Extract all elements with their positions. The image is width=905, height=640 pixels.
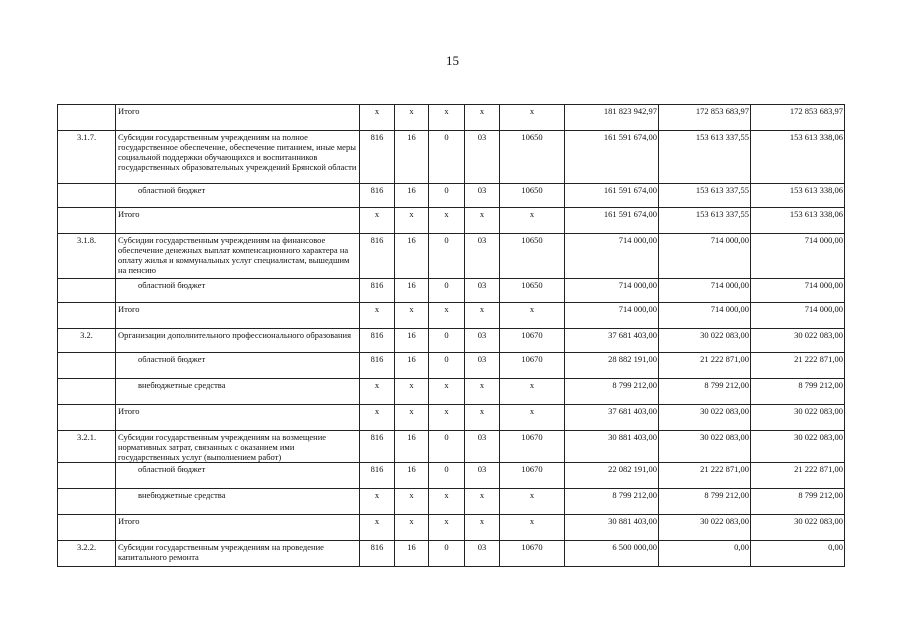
code-cell-subsection: x [429, 208, 465, 234]
table-row [58, 184, 845, 208]
amount-cell-year2: 153 613 337,55 [659, 208, 751, 234]
amount-cell-year2: 714 000,00 [659, 234, 751, 279]
table-row [58, 431, 845, 463]
amount-cell-year3: 714 000,00 [751, 279, 845, 303]
code-cell-target: 10670 [500, 463, 565, 489]
amount-cell-year1: 161 591 674,00 [565, 184, 659, 208]
amount-cell-year3: 153 613 338,06 [751, 184, 845, 208]
amount-cell-year1: 8 799 212,00 [565, 489, 659, 515]
code-cell-grbs: x [360, 208, 395, 234]
amount-cell-year3: 30 022 083,00 [751, 431, 845, 463]
amount-cell-year2: 8 799 212,00 [659, 489, 751, 515]
code-cell-group: 03 [465, 131, 500, 184]
row-number-cell [58, 184, 116, 208]
amount-cell-year2: 30 022 083,00 [659, 431, 751, 463]
row-name-cell: Итого [116, 303, 360, 329]
code-cell-target: x [500, 105, 565, 131]
code-cell-subsection: x [429, 379, 465, 405]
code-cell-target: x [500, 405, 565, 431]
row-number-cell: 3.1.7. [58, 131, 116, 184]
code-cell-grbs: 816 [360, 234, 395, 279]
amount-cell-year1: 37 681 403,00 [565, 329, 659, 353]
code-cell-subsection: 0 [429, 234, 465, 279]
code-cell-group: 03 [465, 184, 500, 208]
code-cell-section: x [395, 105, 429, 131]
row-name-cell: Субсидии государственным учреждениям на полное государственное обеспечение, обеспечение питанием, иные меры социальной поддержки обучающихся и воспитанников государственных образовательных учреждений Брянской области [116, 131, 360, 184]
code-cell-subsection: x [429, 405, 465, 431]
table-row [58, 379, 845, 405]
amount-cell-year1: 181 823 942,97 [565, 105, 659, 131]
code-cell-grbs: x [360, 105, 395, 131]
code-cell-subsection: 0 [429, 131, 465, 184]
table-row [58, 541, 845, 567]
code-cell-section: 16 [395, 431, 429, 463]
code-cell-section: x [395, 405, 429, 431]
amount-cell-year3: 0,00 [751, 541, 845, 567]
amount-cell-year2: 0,00 [659, 541, 751, 567]
amount-cell-year3: 714 000,00 [751, 303, 845, 329]
amount-cell-year1: 714 000,00 [565, 234, 659, 279]
amount-cell-year2: 30 022 083,00 [659, 515, 751, 541]
code-cell-section: 16 [395, 329, 429, 353]
code-cell-section: 16 [395, 234, 429, 279]
code-cell-grbs: 816 [360, 184, 395, 208]
amount-cell-year1: 37 681 403,00 [565, 405, 659, 431]
code-cell-subsection: 0 [429, 463, 465, 489]
row-number-cell: 3.2.1. [58, 431, 116, 463]
amount-cell-year3: 172 853 683,97 [751, 105, 845, 131]
amount-cell-year2: 21 222 871,00 [659, 353, 751, 379]
table-row [58, 279, 845, 303]
code-cell-target: x [500, 515, 565, 541]
amount-cell-year3: 30 022 083,00 [751, 405, 845, 431]
code-cell-subsection: 0 [429, 329, 465, 353]
row-name-cell: Организации дополнительного профессионального образования [116, 329, 360, 353]
row-number-cell [58, 279, 116, 303]
row-number-cell: 3.2. [58, 329, 116, 353]
amount-cell-year1: 161 591 674,00 [565, 208, 659, 234]
code-cell-section: x [395, 515, 429, 541]
row-name-cell: Субсидии государственным учреждениям на возмещение нормативных затрат, связанных с оказанием ими государственных услуг (выполнением работ) [116, 431, 360, 463]
row-number-cell: 3.2.2. [58, 541, 116, 567]
row-name-cell: Итого [116, 515, 360, 541]
code-cell-grbs: x [360, 379, 395, 405]
code-cell-group: x [465, 105, 500, 131]
row-number-cell [58, 515, 116, 541]
amount-cell-year3: 30 022 083,00 [751, 515, 845, 541]
amount-cell-year2: 153 613 337,55 [659, 131, 751, 184]
code-cell-grbs: 816 [360, 329, 395, 353]
amount-cell-year1: 8 799 212,00 [565, 379, 659, 405]
amount-cell-year1: 714 000,00 [565, 279, 659, 303]
amount-cell-year3: 21 222 871,00 [751, 463, 845, 489]
row-name-cell: внебюджетные средства [116, 489, 360, 515]
row-name-cell: областной бюджет [116, 353, 360, 379]
amount-cell-year3: 8 799 212,00 [751, 489, 845, 515]
row-name-cell: внебюджетные средства [116, 379, 360, 405]
table-row [58, 208, 845, 234]
code-cell-grbs: 816 [360, 541, 395, 567]
code-cell-subsection: x [429, 105, 465, 131]
row-number-cell [58, 405, 116, 431]
code-cell-grbs: 816 [360, 279, 395, 303]
table-row [58, 515, 845, 541]
code-cell-target: x [500, 303, 565, 329]
row-number-cell [58, 208, 116, 234]
row-name-cell: Итого [116, 208, 360, 234]
code-cell-subsection: 0 [429, 279, 465, 303]
row-number-cell [58, 353, 116, 379]
amount-cell-year2: 714 000,00 [659, 279, 751, 303]
table-row [58, 234, 845, 279]
code-cell-group: 03 [465, 463, 500, 489]
table-row [58, 405, 845, 431]
code-cell-group: 03 [465, 329, 500, 353]
row-name-cell: Итого [116, 405, 360, 431]
code-cell-group: x [465, 515, 500, 541]
row-number-cell [58, 463, 116, 489]
code-cell-subsection: 0 [429, 541, 465, 567]
amount-cell-year1: 714 000,00 [565, 303, 659, 329]
page-number: 15 [446, 53, 459, 68]
code-cell-grbs: x [360, 489, 395, 515]
amount-cell-year2: 30 022 083,00 [659, 405, 751, 431]
code-cell-section: 16 [395, 184, 429, 208]
code-cell-target: 10650 [500, 184, 565, 208]
amount-cell-year1: 28 882 191,00 [565, 353, 659, 379]
row-name-cell: Субсидии государственным учреждениям на проведение капитального ремонта [116, 541, 360, 567]
row-number-cell [58, 379, 116, 405]
code-cell-section: x [395, 208, 429, 234]
row-name-cell: областной бюджет [116, 184, 360, 208]
code-cell-group: 03 [465, 431, 500, 463]
code-cell-section: 16 [395, 353, 429, 379]
amount-cell-year1: 30 881 403,00 [565, 515, 659, 541]
code-cell-target: x [500, 379, 565, 405]
amount-cell-year1: 6 500 000,00 [565, 541, 659, 567]
code-cell-group: 03 [465, 353, 500, 379]
row-number-cell: 3.1.8. [58, 234, 116, 279]
amount-cell-year3: 153 613 338,06 [751, 208, 845, 234]
row-name-cell: Итого [116, 105, 360, 131]
code-cell-group: x [465, 405, 500, 431]
code-cell-section: 16 [395, 463, 429, 489]
amount-cell-year2: 172 853 683,97 [659, 105, 751, 131]
amount-cell-year3: 21 222 871,00 [751, 353, 845, 379]
amount-cell-year1: 161 591 674,00 [565, 131, 659, 184]
code-cell-target: 10650 [500, 234, 565, 279]
code-cell-target: x [500, 489, 565, 515]
amount-cell-year2: 30 022 083,00 [659, 329, 751, 353]
code-cell-group: x [465, 379, 500, 405]
code-cell-grbs: 816 [360, 463, 395, 489]
code-cell-target: 10670 [500, 329, 565, 353]
code-cell-target: 10670 [500, 541, 565, 567]
code-cell-grbs: x [360, 405, 395, 431]
code-cell-target: 10670 [500, 353, 565, 379]
code-cell-section: 16 [395, 279, 429, 303]
amount-cell-year3: 8 799 212,00 [751, 379, 845, 405]
code-cell-section: 16 [395, 131, 429, 184]
code-cell-subsection: 0 [429, 353, 465, 379]
code-cell-group: x [465, 208, 500, 234]
code-cell-section: x [395, 489, 429, 515]
code-cell-subsection: x [429, 489, 465, 515]
code-cell-group: 03 [465, 234, 500, 279]
code-cell-grbs: x [360, 303, 395, 329]
code-cell-grbs: x [360, 515, 395, 541]
code-cell-grbs: 816 [360, 353, 395, 379]
amount-cell-year2: 21 222 871,00 [659, 463, 751, 489]
code-cell-subsection: x [429, 515, 465, 541]
code-cell-group: 03 [465, 279, 500, 303]
code-cell-subsection: x [429, 303, 465, 329]
code-cell-target: 10650 [500, 131, 565, 184]
code-cell-group: 03 [465, 541, 500, 567]
row-name-cell: областной бюджет [116, 463, 360, 489]
code-cell-group: x [465, 303, 500, 329]
table-row [58, 329, 845, 353]
code-cell-grbs: 816 [360, 131, 395, 184]
table-row [58, 131, 845, 184]
row-number-cell [58, 303, 116, 329]
amount-cell-year1: 30 881 403,00 [565, 431, 659, 463]
code-cell-subsection: 0 [429, 431, 465, 463]
code-cell-target: x [500, 208, 565, 234]
amount-cell-year3: 153 613 338,06 [751, 131, 845, 184]
amount-cell-year2: 714 000,00 [659, 303, 751, 329]
code-cell-subsection: 0 [429, 184, 465, 208]
code-cell-section: 16 [395, 541, 429, 567]
code-cell-group: x [465, 489, 500, 515]
amount-cell-year2: 8 799 212,00 [659, 379, 751, 405]
code-cell-target: 10650 [500, 279, 565, 303]
row-name-cell: Субсидии государственным учреждениям на финансовое обеспечение денежных выплат компенсационного характера на оплату жилья и коммунальных услуг специалистам, вышедшим на пенсию [116, 234, 360, 279]
budget-table [57, 104, 845, 567]
table-body [58, 105, 845, 567]
table-row [58, 463, 845, 489]
code-cell-section: x [395, 303, 429, 329]
row-number-cell [58, 489, 116, 515]
amount-cell-year3: 30 022 083,00 [751, 329, 845, 353]
amount-cell-year3: 714 000,00 [751, 234, 845, 279]
row-number-cell [58, 105, 116, 131]
amount-cell-year1: 22 082 191,00 [565, 463, 659, 489]
table-row [58, 489, 845, 515]
code-cell-grbs: 816 [360, 431, 395, 463]
table-row [58, 105, 845, 131]
code-cell-target: 10670 [500, 431, 565, 463]
row-name-cell: областной бюджет [116, 279, 360, 303]
code-cell-section: x [395, 379, 429, 405]
table-row [58, 303, 845, 329]
amount-cell-year2: 153 613 337,55 [659, 184, 751, 208]
table-row [58, 353, 845, 379]
